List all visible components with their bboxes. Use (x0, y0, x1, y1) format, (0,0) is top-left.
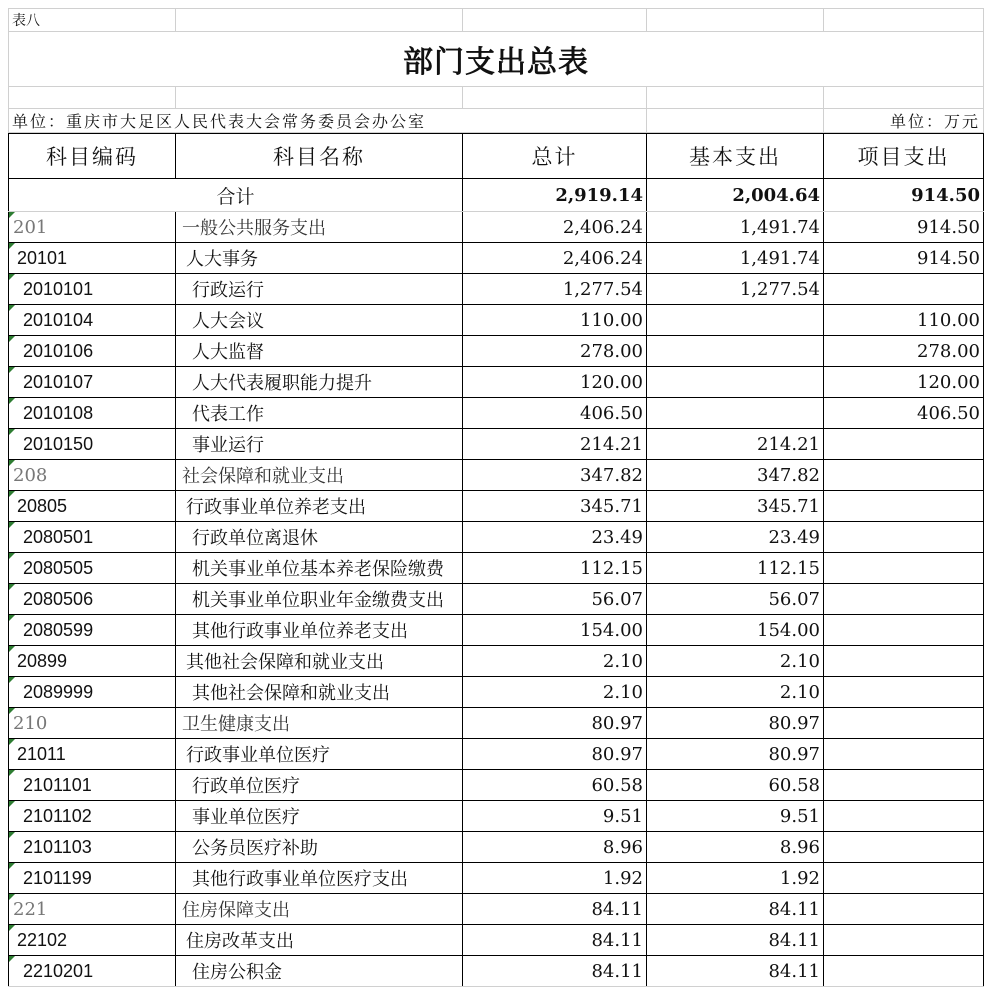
code-text: 2010101 (23, 278, 94, 299)
table-row (9, 925, 984, 956)
cell-name[interactable]: 人大会议 (176, 305, 463, 336)
table-row (9, 832, 984, 863)
table-row (9, 522, 984, 553)
cell-project[interactable] (824, 584, 984, 615)
sheet-header-grid (8, 8, 984, 133)
cell-basic[interactable]: 154.00 (647, 615, 824, 646)
cell-project[interactable]: 278.00 (824, 336, 984, 367)
table-row (9, 615, 984, 646)
cell-code[interactable] (9, 708, 176, 739)
cell-project[interactable]: 914.50 (824, 243, 984, 274)
cell-total[interactable]: 2,406.24 (463, 243, 647, 274)
table-row (9, 243, 984, 274)
cell-name[interactable]: 其他社会保障和就业支出 (176, 677, 463, 708)
code-text: 2101102 (23, 805, 92, 826)
cell-total[interactable]: 214.21 (463, 429, 647, 460)
cell-project[interactable] (824, 677, 984, 708)
table-row (9, 305, 984, 336)
cell-code[interactable] (9, 491, 176, 522)
text-number-warning-icon (9, 460, 15, 466)
table-row (9, 398, 984, 429)
cell-project[interactable] (824, 863, 984, 894)
code-text: 20101 (17, 247, 68, 268)
table-header-row (9, 134, 984, 179)
table-row (9, 863, 984, 894)
cell-total[interactable]: 2.10 (463, 646, 647, 677)
cell-basic[interactable] (647, 398, 824, 429)
cell-code[interactable] (9, 336, 176, 367)
cell-project[interactable] (824, 801, 984, 832)
code-text: 2101101 (23, 774, 92, 795)
header-code[interactable]: 科目编码 (9, 134, 176, 179)
cell-project[interactable] (824, 832, 984, 863)
cell-basic[interactable] (647, 367, 824, 398)
code-text: 2089999 (23, 681, 94, 702)
code-text: 2010108 (23, 402, 94, 423)
cell-code[interactable] (9, 801, 176, 832)
text-number-warning-icon (9, 832, 15, 838)
cell-basic[interactable]: 23.49 (647, 522, 824, 553)
table-row (9, 212, 984, 243)
code-text: 201 (13, 216, 48, 238)
text-number-warning-icon (9, 398, 15, 404)
text-number-warning-icon (9, 863, 15, 869)
total-sum[interactable]: 2,919.14 (463, 179, 647, 212)
cell-code[interactable] (9, 677, 176, 708)
cell-name[interactable]: 其他社会保障和就业支出 (176, 646, 463, 677)
table-row (9, 274, 984, 305)
cell-code[interactable] (9, 832, 176, 863)
empty-cell[interactable] (176, 87, 463, 109)
cell-basic[interactable]: 80.97 (647, 739, 824, 770)
cell-basic[interactable]: 347.82 (647, 460, 824, 491)
cell-total[interactable]: 80.97 (463, 708, 647, 739)
cell-total[interactable]: 154.00 (463, 615, 647, 646)
cell-code[interactable] (9, 212, 176, 243)
cell-total[interactable]: 406.50 (463, 398, 647, 429)
empty-cell[interactable] (9, 87, 176, 109)
cell-name[interactable]: 行政事业单位医疗 (176, 739, 463, 770)
cell-code[interactable] (9, 770, 176, 801)
cell-total[interactable]: 2,406.24 (463, 212, 647, 243)
cell-basic[interactable]: 2.10 (647, 646, 824, 677)
cell-project[interactable] (824, 553, 984, 584)
cell-project[interactable] (824, 274, 984, 305)
cell-total[interactable]: 1.92 (463, 863, 647, 894)
cell-code[interactable] (9, 925, 176, 956)
cell-name[interactable]: 人大代表履职能力提升 (176, 367, 463, 398)
empty-cell[interactable] (647, 87, 824, 109)
table-row (9, 491, 984, 522)
cell-project[interactable] (824, 770, 984, 801)
table-row (9, 770, 984, 801)
cell-total[interactable]: 112.15 (463, 553, 647, 584)
empty-cell[interactable] (463, 9, 647, 32)
cell-total[interactable]: 60.58 (463, 770, 647, 801)
table-row (9, 460, 984, 491)
cell-basic[interactable]: 9.51 (647, 801, 824, 832)
spreadsheet (8, 8, 992, 987)
cell-total[interactable]: 84.11 (463, 894, 647, 925)
text-number-warning-icon (9, 615, 15, 621)
table-row (9, 553, 984, 584)
cell-code[interactable] (9, 398, 176, 429)
cell-name[interactable]: 住房改革支出 (176, 925, 463, 956)
cell-total[interactable]: 1,277.54 (463, 274, 647, 305)
cell-name[interactable]: 其他行政事业单位医疗支出 (176, 863, 463, 894)
text-number-warning-icon (9, 212, 15, 218)
cell-code[interactable] (9, 646, 176, 677)
cell-total[interactable]: 2.10 (463, 677, 647, 708)
text-number-warning-icon (9, 522, 15, 528)
text-number-warning-icon (9, 584, 15, 590)
total-row (9, 179, 984, 212)
cell-name[interactable]: 人大事务 (176, 243, 463, 274)
cell-project[interactable] (824, 894, 984, 925)
code-text: 2080505 (23, 557, 94, 578)
text-number-warning-icon (9, 305, 15, 311)
cell-project[interactable] (824, 460, 984, 491)
cell-code[interactable] (9, 460, 176, 491)
text-number-warning-icon (9, 553, 15, 559)
code-text: 2080506 (23, 588, 94, 609)
cell-name[interactable]: 机关事业单位职业年金缴费支出 (176, 584, 463, 615)
cell-basic[interactable]: 80.97 (647, 708, 824, 739)
cell-total[interactable]: 56.07 (463, 584, 647, 615)
cell-basic[interactable]: 84.11 (647, 894, 824, 925)
table-body (9, 212, 984, 987)
cell-project[interactable] (824, 925, 984, 956)
cell-project[interactable] (824, 429, 984, 460)
total-label[interactable]: 合计 (9, 179, 463, 212)
cell-name[interactable]: 其他行政事业单位养老支出 (176, 615, 463, 646)
table-row (9, 801, 984, 832)
cell-name[interactable]: 卫生健康支出 (176, 708, 463, 739)
cell-basic[interactable] (647, 336, 824, 367)
text-number-warning-icon (9, 336, 15, 342)
cell-name[interactable]: 公务员医疗补助 (176, 832, 463, 863)
code-text: 210 (13, 712, 48, 734)
text-number-warning-icon (9, 367, 15, 373)
text-number-warning-icon (9, 491, 15, 497)
cell-name[interactable]: 事业单位医疗 (176, 801, 463, 832)
cell-project[interactable]: 406.50 (824, 398, 984, 429)
cell-name[interactable]: 代表工作 (176, 398, 463, 429)
expenditure-table (8, 133, 984, 987)
table-row (9, 336, 984, 367)
table-row (9, 367, 984, 398)
code-text: 221 (13, 898, 48, 920)
code-text: 208 (13, 464, 48, 486)
text-number-warning-icon (9, 894, 15, 900)
cell-basic[interactable]: 214.21 (647, 429, 824, 460)
text-number-warning-icon (9, 243, 15, 249)
unit-organization[interactable]: 单位：重庆市大足区人民代表大会常务委员会办公室 (9, 109, 647, 133)
cell-total[interactable]: 120.00 (463, 367, 647, 398)
text-number-warning-icon (9, 708, 15, 714)
text-number-warning-icon (9, 956, 15, 962)
cell-code[interactable] (9, 429, 176, 460)
cell-project[interactable] (824, 956, 984, 987)
page-title[interactable]: 部门支出总表 (9, 32, 984, 87)
cell-project[interactable] (824, 739, 984, 770)
empty-cell[interactable] (647, 109, 824, 133)
cell-code[interactable] (9, 305, 176, 336)
table-row (9, 677, 984, 708)
cell-project[interactable] (824, 708, 984, 739)
cell-basic[interactable] (647, 305, 824, 336)
text-number-warning-icon (9, 274, 15, 280)
cell-name[interactable]: 社会保障和就业支出 (176, 460, 463, 491)
header-total[interactable]: 总计 (463, 134, 647, 179)
cell-total[interactable]: 80.97 (463, 739, 647, 770)
code-text: 20899 (17, 650, 68, 671)
table-row (9, 429, 984, 460)
code-text: 2010106 (23, 340, 94, 361)
code-text: 2080501 (23, 526, 94, 547)
text-number-warning-icon (9, 429, 15, 435)
text-number-warning-icon (9, 646, 15, 652)
table-row (9, 739, 984, 770)
cell-code[interactable] (9, 739, 176, 770)
code-text: 2010104 (23, 309, 94, 330)
cell-basic[interactable]: 8.96 (647, 832, 824, 863)
cell-basic[interactable]: 1,491.74 (647, 212, 824, 243)
code-text: 21011 (17, 743, 66, 764)
cell-total[interactable]: 84.11 (463, 956, 647, 987)
cell-basic[interactable]: 1.92 (647, 863, 824, 894)
cell-name[interactable]: 行政单位医疗 (176, 770, 463, 801)
code-text: 2010107 (23, 371, 94, 392)
cell-code[interactable] (9, 553, 176, 584)
cell-total[interactable]: 23.49 (463, 522, 647, 553)
total-project[interactable]: 914.50 (824, 179, 984, 212)
table-row (9, 894, 984, 925)
cell-name[interactable]: 住房公积金 (176, 956, 463, 987)
cell-code[interactable] (9, 243, 176, 274)
cell-basic[interactable]: 112.15 (647, 553, 824, 584)
cell-name[interactable]: 机关事业单位基本养老保险缴费 (176, 553, 463, 584)
cell-total[interactable]: 278.00 (463, 336, 647, 367)
cell-name[interactable]: 行政单位离退休 (176, 522, 463, 553)
cell-basic[interactable]: 84.11 (647, 925, 824, 956)
cell-basic[interactable]: 345.71 (647, 491, 824, 522)
cell-total[interactable]: 9.51 (463, 801, 647, 832)
cell-project[interactable]: 120.00 (824, 367, 984, 398)
cell-code[interactable] (9, 863, 176, 894)
cell-basic[interactable]: 1,491.74 (647, 243, 824, 274)
cell-project[interactable]: 914.50 (824, 212, 984, 243)
header-name[interactable]: 科目名称 (176, 134, 463, 179)
empty-cell[interactable] (824, 9, 984, 32)
empty-cell[interactable] (463, 87, 647, 109)
cell-name[interactable]: 行政事业单位养老支出 (176, 491, 463, 522)
cell-name[interactable]: 住房保障支出 (176, 894, 463, 925)
text-number-warning-icon (9, 801, 15, 807)
cell-project[interactable] (824, 615, 984, 646)
code-text: 20805 (17, 495, 68, 516)
unit-currency[interactable]: 单位：万元 (824, 109, 984, 133)
cell-name[interactable]: 人大监督 (176, 336, 463, 367)
header-project[interactable]: 项目支出 (824, 134, 984, 179)
empty-cell[interactable] (176, 9, 463, 32)
cell-name[interactable]: 行政运行 (176, 274, 463, 305)
cell-code[interactable] (9, 584, 176, 615)
cell-code[interactable] (9, 274, 176, 305)
cell-basic[interactable]: 60.58 (647, 770, 824, 801)
cell-name[interactable]: 一般公共服务支出 (176, 212, 463, 243)
cell-code[interactable] (9, 956, 176, 987)
text-number-warning-icon (9, 770, 15, 776)
table-row (9, 584, 984, 615)
cell-code[interactable] (9, 367, 176, 398)
cell-project[interactable] (824, 491, 984, 522)
cell-basic[interactable]: 1,277.54 (647, 274, 824, 305)
cell-project[interactable] (824, 522, 984, 553)
total-basic[interactable]: 2,004.64 (647, 179, 824, 212)
table-row (9, 708, 984, 739)
cell-name[interactable]: 事业运行 (176, 429, 463, 460)
code-text: 2010150 (23, 433, 94, 454)
cell-code[interactable] (9, 894, 176, 925)
code-text: 2210201 (23, 960, 94, 981)
cell-code[interactable] (9, 522, 176, 553)
cell-total[interactable]: 8.96 (463, 832, 647, 863)
code-text: 2080599 (23, 619, 94, 640)
cell-basic[interactable]: 84.11 (647, 956, 824, 987)
text-number-warning-icon (9, 677, 15, 683)
code-text: 22102 (17, 929, 68, 950)
cell-code[interactable] (9, 615, 176, 646)
empty-cell[interactable] (647, 9, 824, 32)
code-text: 2101103 (23, 836, 92, 857)
code-text: 2101199 (23, 867, 92, 888)
cell-basic[interactable]: 56.07 (647, 584, 824, 615)
cell-project[interactable] (824, 646, 984, 677)
cell-total[interactable]: 347.82 (463, 460, 647, 491)
cell-basic[interactable]: 2.10 (647, 677, 824, 708)
cell-total[interactable]: 345.71 (463, 491, 647, 522)
table-row (9, 956, 984, 987)
header-basic[interactable]: 基本支出 (647, 134, 824, 179)
cell-total[interactable]: 84.11 (463, 925, 647, 956)
text-number-warning-icon (9, 739, 15, 745)
cell-total[interactable]: 110.00 (463, 305, 647, 336)
cell-project[interactable]: 110.00 (824, 305, 984, 336)
empty-cell[interactable] (824, 87, 984, 109)
table-row (9, 646, 984, 677)
sheet-label[interactable]: 表八 (9, 9, 176, 32)
text-number-warning-icon (9, 925, 15, 931)
